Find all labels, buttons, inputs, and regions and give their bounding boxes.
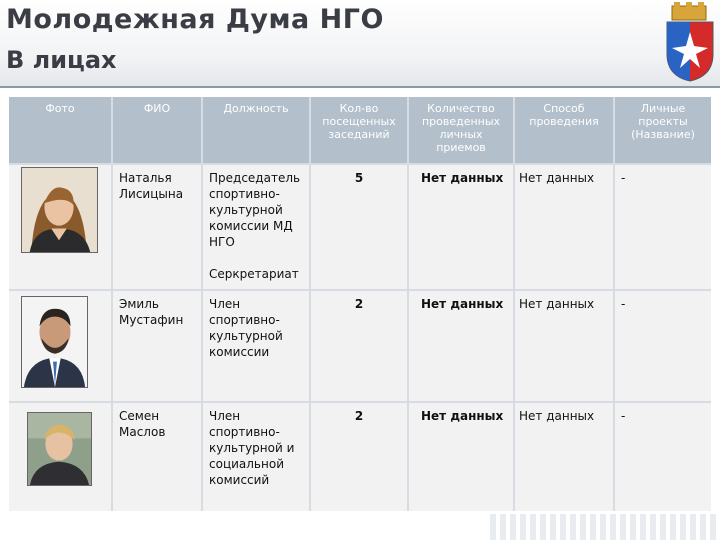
person-position: Член спортивно-культурной и социальной комиссий (209, 409, 295, 487)
table-cell-method: Нет данных (515, 165, 613, 289)
person-position: Член спортивно-культурной комиссии (209, 297, 283, 359)
person-position: Председатель спортивно-культурной комиссии МД НГО (209, 171, 301, 249)
table-cell-position (203, 165, 309, 289)
portrait-photo (21, 296, 88, 388)
table-cell-method: Нет данных (515, 291, 613, 401)
deputies-table (9, 97, 711, 511)
table-cell-receptions: Нет данных (409, 165, 513, 289)
table-cell-projects: - (615, 403, 711, 511)
portrait-photo (21, 167, 98, 253)
table-cell-projects: - (615, 165, 711, 289)
decorative-footer-pattern (490, 514, 720, 540)
table-cell-name (113, 165, 201, 289)
city-coat-of-arms-icon (664, 2, 716, 82)
table-cell-position (203, 403, 309, 511)
column-header-name: ФИО (113, 97, 201, 163)
column-header-position: Должность (203, 97, 309, 163)
person-name: Наталья Лисицына (119, 171, 184, 201)
table-cell-position (203, 291, 309, 401)
table-cell-name (113, 291, 201, 401)
table-cell-name (113, 403, 201, 511)
column-header-method: Способ проведения (515, 97, 613, 163)
table-cell-receptions: Нет данных (409, 291, 513, 401)
column-header-projects: Личные проекты (Название) (615, 97, 711, 163)
table-cell-meetings: 2 (311, 403, 407, 511)
person-name: Эмиль Мустафин (119, 297, 184, 327)
table-cell-method: Нет данных (515, 403, 613, 511)
table-cell-receptions: Нет данных (409, 403, 513, 511)
column-header-photo: Фото (9, 97, 111, 163)
page-subtitle: В лицах (6, 46, 117, 74)
portrait-photo (27, 412, 92, 486)
page-title: Молодежная Дума НГО (6, 4, 384, 35)
header-divider (0, 86, 720, 88)
table-cell-meetings: 5 (311, 165, 407, 289)
person-position-extra: Серкретариат (209, 267, 299, 281)
column-header-meetings: Кол-во посещенных заседаний (311, 97, 407, 163)
person-name: Семен Маслов (119, 409, 166, 439)
table-cell-meetings: 2 (311, 291, 407, 401)
column-header-receptions: Количество проведенных личных приемов (409, 97, 513, 163)
table-cell-projects: - (615, 291, 711, 401)
